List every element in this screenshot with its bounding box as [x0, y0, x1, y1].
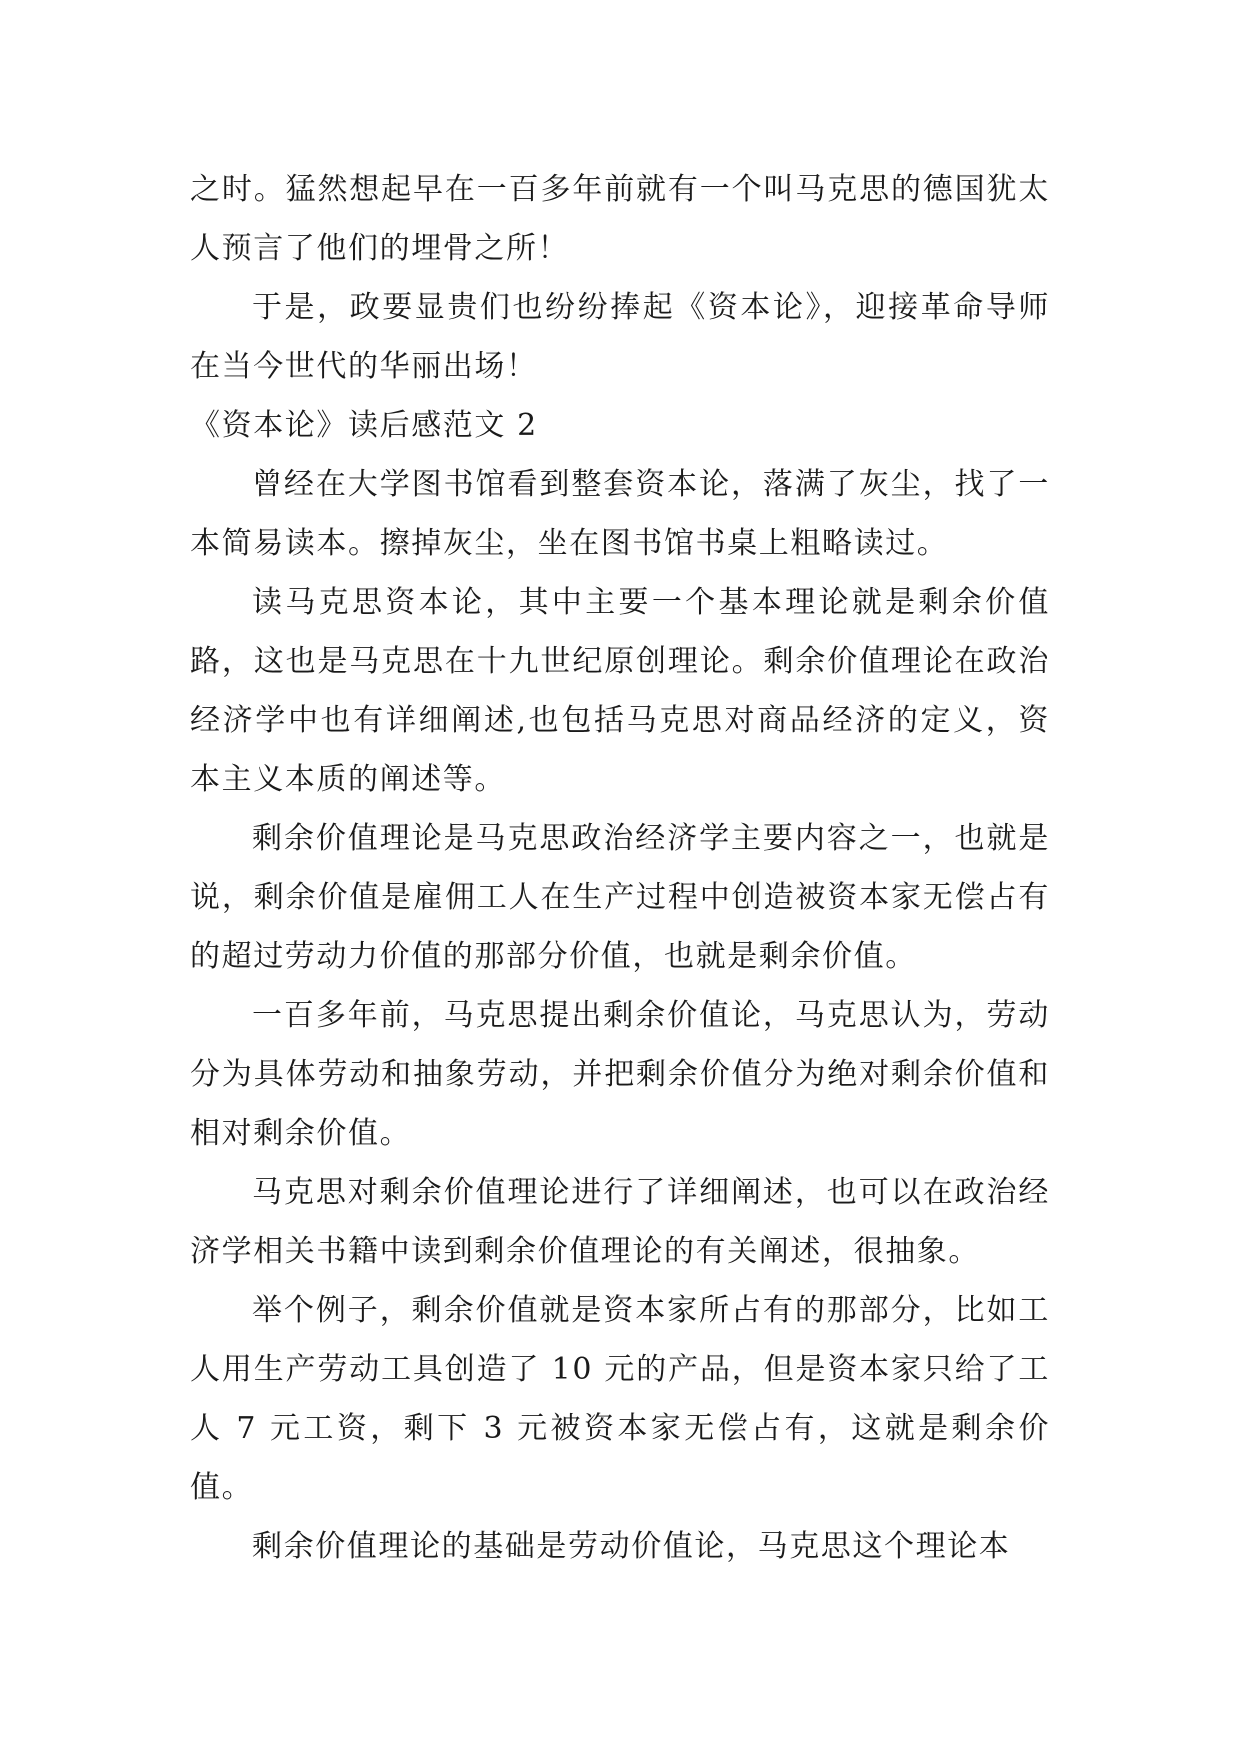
paragraph: 于是，政要显贵们也纷纷捧起《资本论》，迎接革命导师在当今世代的华丽出场！: [190, 290, 1050, 384]
paragraph: 马克思对剩余价值理论进行了详细阐述，也可以在政治经济学相关书籍中读到剩余价值理论的有关阐述，很抽象。: [190, 1175, 1050, 1269]
paragraph: 一百多年前，马克思提出剩余价值论，马克思认为，劳动分为具体劳动和抽象劳动，并把剩余价值分为绝对剩余价值和相对剩余价值。: [190, 998, 1050, 1151]
section-heading: 《资本论》读后感范文 2: [190, 408, 538, 443]
paragraph: 读马克思资本论，其中主要一个基本理论就是剩余价值路，这也是马克思在十九世纪原创理论。剩余价值理论在政治经济学中也有详细阐述,也包括马克思对商品经济的定义，资本主义本质的阐述等。: [190, 585, 1050, 797]
document-body: [190, 160, 1050, 1576]
paragraph-continuation: 之时。猛然想起早在一百多年前就有一个叫马克思的德国犹太人预言了他们的埋骨之所！: [190, 172, 1050, 266]
paragraph: 剩余价值理论的基础是劳动价值论，马克思这个理论本: [252, 1529, 1011, 1564]
paragraph: 剩余价值理论是马克思政治经济学主要内容之一，也就是说，剩余价值是雇佣工人在生产过程中创造被资本家无偿占有的超过劳动力价值的那部分价值，也就是剩余价值。: [190, 821, 1050, 974]
paragraph: 曾经在大学图书馆看到整套资本论，落满了灰尘，找了一本简易读本。擦掉灰尘，坐在图书馆书桌上粗略读过。: [190, 467, 1050, 561]
paragraph: 举个例子，剩余价值就是资本家所占有的那部分，比如工人用生产劳动工具创造了 10 元的产品，但是资本家只给了工人 7 元工资，剩下 3 元被资本家无偿占有，这就是剩余价值。: [190, 1293, 1050, 1505]
